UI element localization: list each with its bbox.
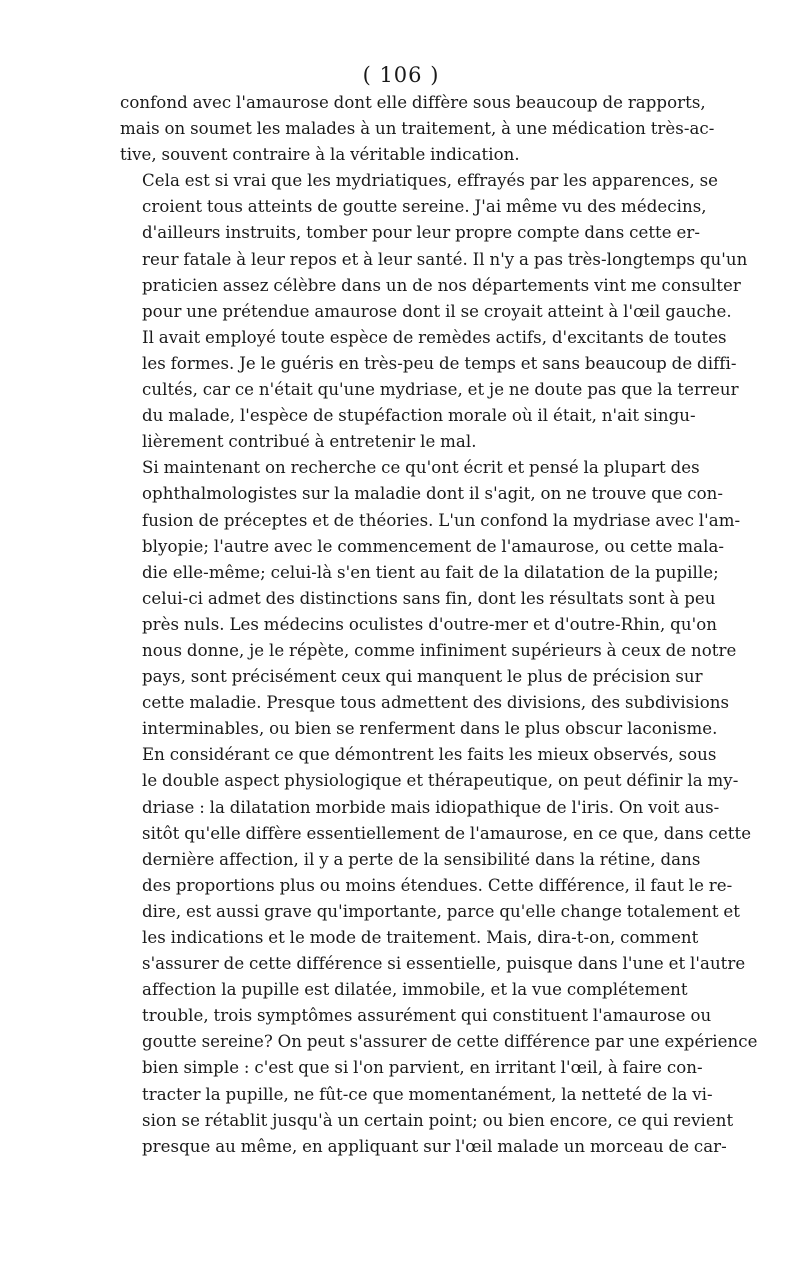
text-line: fusion de préceptes et de théories. L'un confond la mydriase avec l'am- bbox=[142, 510, 741, 530]
text-line: le double aspect physiologique et thérapeutique, on peut définir la my- bbox=[142, 771, 739, 791]
text-line: d'ailleurs instruits, tomber pour leur propre compte dans cette er- bbox=[142, 223, 700, 243]
text-line: Cela est si vrai que les mydriatiques, effrayés par les apparences, se bbox=[142, 171, 719, 191]
text-line: les formes. Je le guéris en très-peu de temps et sans beaucoup de diffi- bbox=[142, 353, 737, 373]
text-line: s'assurer de cette différence si essentielle, puisque dans l'une et l'autre bbox=[142, 954, 746, 974]
text-line: Il avait employé toute espèce de remèdes actifs, d'excitants de toutes bbox=[142, 327, 727, 347]
text-line: tive, souvent contraire à la véritable indication. bbox=[120, 145, 520, 165]
text-line: croient tous atteints de goutte sereine. J'ai même vu des médecins, bbox=[142, 197, 707, 217]
text-line: bien simple : c'est que si l'on parvient, en irritant l'œil, à faire con- bbox=[142, 1058, 703, 1078]
text-line: reur fatale à leur repos et à leur santé. Il n'y a pas très-longtemps qu'un bbox=[142, 249, 748, 269]
text-line: sitôt qu'elle diffère essentiellement de l'amaurose, en ce que, dans cette bbox=[142, 823, 752, 843]
text-line: trouble, trois symptômes assurément qui constituent l'amaurose ou bbox=[142, 1006, 712, 1026]
text-line: les indications et le mode de traitement. Mais, dira-t-on, comment bbox=[142, 928, 699, 947]
page-number: ( 106 ) bbox=[362, 63, 440, 87]
text-line: dire, est aussi grave qu'importante, parce qu'elle change totalement et bbox=[142, 901, 740, 921]
paragraph bbox=[120, 90, 715, 168]
text-line: dernière affection, il y a perte de la sensibilité dans la rétine, dans bbox=[142, 849, 701, 869]
text-line: Si maintenant on recherche ce qu'ont écrit et pensé la plupart des bbox=[142, 458, 700, 478]
text-line: celui-ci admet des distinctions sans fin, dont les résultats sont à peu bbox=[142, 588, 716, 608]
text-line: En considérant ce que démontrent les faits les mieux observés, sous bbox=[142, 745, 717, 765]
text-line: du malade, l'espèce de stupéfaction morale où il était, n'ait singu- bbox=[142, 406, 696, 426]
body-text bbox=[120, 90, 758, 1160]
book-page bbox=[120, 62, 758, 1160]
text-line: goutte sereine? On peut s'assurer de cette différence par une expérience bbox=[142, 1032, 758, 1052]
text-line: des proportions plus ou moins étendues. Cette différence, il faut le re- bbox=[142, 875, 733, 895]
text-line: die elle-même; celui-là s'en tient au fait de la dilatation de la pupille; bbox=[142, 562, 719, 582]
text-line: nous donne, je le répète, comme infiniment supérieurs à ceux de notre bbox=[142, 640, 737, 660]
text-line: cultés, car ce n'était qu'une mydriase, et je ne doute pas que la terreur bbox=[142, 380, 739, 400]
text-line: tracter la pupille, ne fût-ce que momentanément, la netteté de la vi- bbox=[142, 1084, 713, 1104]
text-line: lièrement contribué à entretenir le mal. bbox=[142, 432, 477, 452]
paragraph bbox=[120, 455, 741, 742]
text-line: mais on soumet les malades à un traitement, à une médication très-ac- bbox=[120, 119, 715, 139]
text-line: presque au même, en appliquant sur l'œil malade un morceau de car- bbox=[142, 1136, 727, 1156]
text-line: près nuls. Les médecins oculistes d'outre-mer et d'outre-Rhin, qu'on bbox=[142, 614, 717, 634]
paragraph bbox=[120, 168, 748, 455]
text-line: pour une prétendue amaurose dont il se croyait atteint à l'œil gauche. bbox=[142, 301, 732, 321]
text-line: blyopie; l'autre avec le commencement de l'amaurose, ou cette mala- bbox=[142, 536, 725, 556]
text-line: confond avec l'amaurose dont elle diffère sous beaucoup de rapports, bbox=[120, 93, 706, 112]
text-line: affection la pupille est dilatée, immobile, et la vue complétement bbox=[142, 980, 688, 1000]
text-line: driase : la dilatation morbide mais idiopathique de l'iris. On voit aus- bbox=[142, 797, 720, 817]
text-line: praticien assez célèbre dans un de nos départements vint me consulter bbox=[142, 275, 741, 295]
text-line: pays, sont précisément ceux qui manquent le plus de précision sur bbox=[142, 667, 703, 687]
text-line: cette maladie. Presque tous admettent des divisions, des subdivisions bbox=[142, 693, 730, 713]
paragraph bbox=[120, 742, 758, 1160]
text-line: ophthalmologistes sur la maladie dont il s'agit, on ne trouve que con- bbox=[142, 484, 724, 504]
text-line: sion se rétablit jusqu'à un certain point; ou bien encore, ce qui revient bbox=[142, 1110, 734, 1130]
text-line: interminables, ou bien se renferment dans le plus obscur laconisme. bbox=[142, 719, 718, 739]
